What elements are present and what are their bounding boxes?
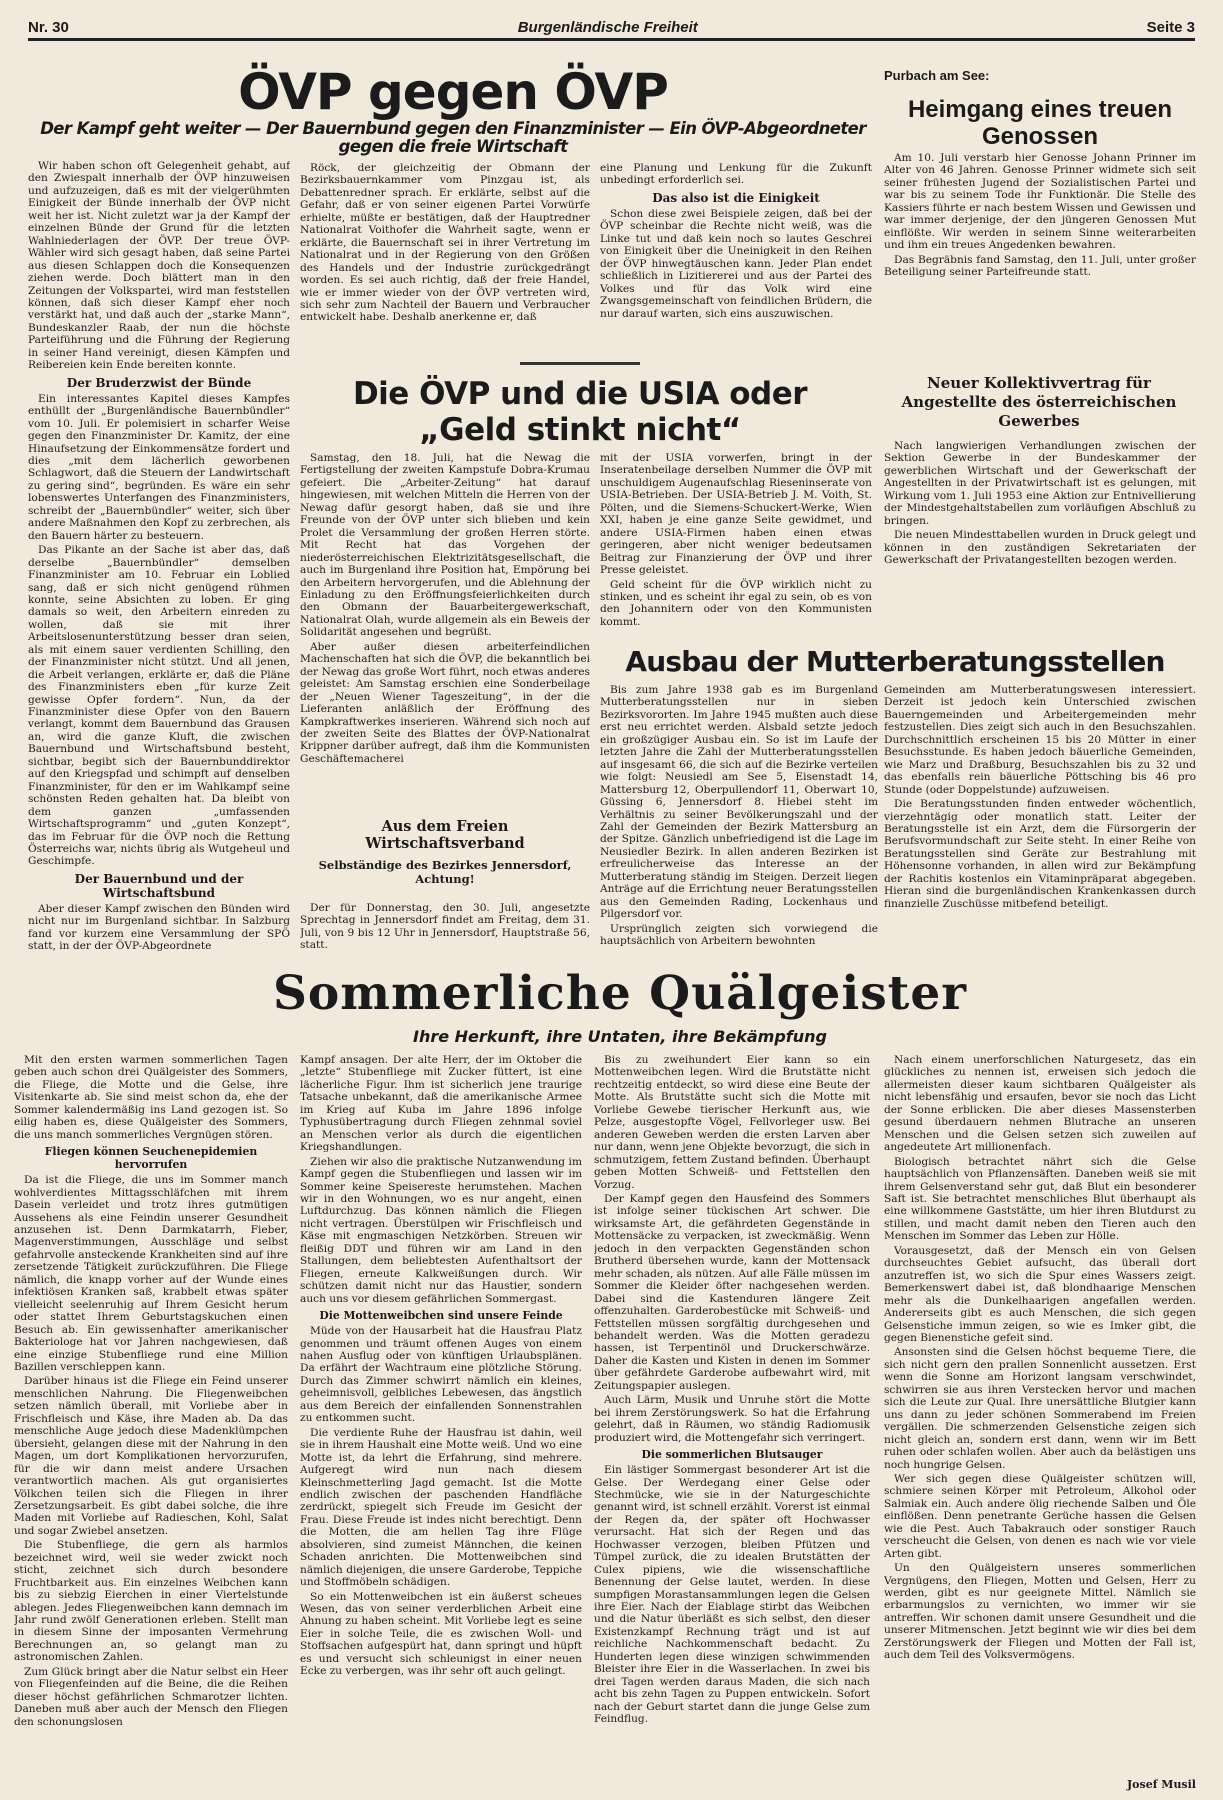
author-signature: Josef Musil <box>1126 1778 1196 1791</box>
paragraph: Aber außer diesen arbeiterfeindlichen Machenschaften hat sich die ÖVP, die bekanntlich bei der Newag das große Wort führt, noch etwas anderes geleistet: Am Samstag erschien eine Sonderbeilage der „Neuen Wiener Tageszeitung“, in der die Lieferanten anläßlich der Eröffnung des Kampkraftwerkes inserieren. Während sich noch auf der zweiten Seite des Blattes der ÖVP-Nationalrat Krippner darüber aufregt, daß ihm die Kommunisten Geschäftemacherei <box>300 640 590 765</box>
article-headline-usia: Die ÖVP und die USIA oder „Geld stinkt nicht“ <box>352 376 808 448</box>
paragraph: Am 10. Juli verstarb hier Genosse Johann Prinner im Alter von 46 Jahren. Genosse Prinner widmete sich seit seiner frühesten Jugend der Sozialistischen Partei und war bis zu seinem Tode ihr Funktionär. Die Stelle des Kassiers führte er nach bestem Wissen und Gewissen und war immer derjenige, der den jüngeren Genossen Mut einflößte. Wir werden in seinem Sinne weiterarbeiten und ihm ein treues Angedenken bewahren. <box>884 152 1196 252</box>
paragraph: Die Beratungsstunden finden entweder wöchentlich, vierzehntägig oder monatlich statt. Leiter der Beratungsstelle ist ein Arzt, dem die Fürsorgerin der Berufsvormundschaft zur Seite steht. In einer Reihe von Beratungsstellen sind Geräte zur Bestrahlung mit Höhensonne vorhanden, in allen wird zur Bekämpfung der Rachitis kostenlos ein Vitaminpräparat abgegeben. Hieran sind die burgenländischen Krankenkassen durch finanzielle Zuschüsse mitbefend beteiligt. <box>884 798 1196 910</box>
paragraph: Da ist die Fliege, die uns im Sommer manch wohlverdientes Mittagsschläfchen mit ihrem Dasein verleidet und trotz ihres gutmütigen Aussehens als eine Feindin unserer Gesundheit anzusehen ist. Denn Darmkatarrh, Fieber, Magenverstimmungen, Ausschläge und selbst gefahrvolle ansteckende Krankheiten sind auf ihre zersetzende Tätigkeit zurückzuführen. Die Fliege nämlich, die knapp vorher auf der Wunde eines infektiösen Kranken saß, krabbelt etwas später vielleicht seelenruhig auf Ihrem Gesicht herum oder stattet Ihrem Geburtstagskuchen einen Besuch ab. Ein gewissenhafter amerikanischer Bakteriologe hat vor Jahren nachgewiesen, daß eine einzige Stubenfliege rund eine Million Bazillen verschleppen kann. <box>14 1174 288 1373</box>
box-title: Aus dem Freien Wirtschaftsverband <box>365 818 525 852</box>
paragraph: Zum Glück bringt aber die Natur selbst ein Heer von Fliegenfeinden auf die Beine, die die Reihen dieser höchst gefährlichen Schmarotzer lichten. Daneben muß aber auch der Mensch den Fliegen den schonungslosen <box>14 1665 288 1728</box>
paragraph: Nach einem unerforschlichen Naturgesetz, das ein glückliches zu nennen ist, erweisen sich jedoch die allermeisten dieser kaum sichtbaren Quälgeister als nicht lebensfähig und ersaufen, bevor sie noch das Licht der Sonne erblicken. Die aber dieses Massensterben gesund überdauern nehmen Blutrache an unseren Menschen und die Gelsen setzen sich zuweilen auf angedeutete Art millionenfach. <box>884 1054 1196 1154</box>
issue-number: Nr. 30 <box>28 19 69 36</box>
article-headline-kollektivvertrag: Neuer Kollektivvertrag für Angestellte des österreichischen Gewerbes <box>901 374 1177 430</box>
article-quaelgeister-column-3 <box>594 1054 870 1790</box>
paragraph: Die verdiente Ruhe der Hausfrau ist dahin, weil sie in ihrem Haushalt eine Motte weiß. Und wo eine Motte ist, da lehrt die Erfahrung, sind mehrere. Aufgeregt wird nun nach diesem Kleinschmetterling Jagd gemacht. Ist die Motte endlich zwischen der paschenden Handfläche zerdrückt, spiegelt sich Freude im Gesicht der Frau. Diese Freude ist indes nicht berechtigt. Denn die Motten, die am hellen Tag ihre Flüge absolvieren, sind zumeist Männchen, die keinen Schaden anrichten. Die Mottenweibchen sind nämlich diejenigen, die unsere Garderobe, Teppiche und Stoffmöbeln schädigen. <box>300 1426 582 1589</box>
masthead-rule <box>28 38 1195 41</box>
article-wirtschaftsverband-body <box>300 902 590 958</box>
subheading: Der Bauernbund und der Wirtschaftsbund <box>74 871 244 900</box>
paragraph: Nach langwierigen Verhandlungen zwischen der Sektion Gewerbe in der Bundeskammer der gewerblichen Wirtschaft und der Gewerkschaft der Angestellten in der Privatwirtschaft ist es gelungen, mit Wirkung vom 1. Juli 1953 eine Aktion zur Entnivellierung der Mindestgehaltstabellen zum vorläufigen Abschluß zu bringen. <box>884 440 1196 527</box>
paragraph: So ein Mottenweibchen ist ein äußerst scheues Wesen, das von seiner verderblichen Arbeit eine Ahnung zu haben scheint. Mit Vorliebe legt es seine Eier in solche Teile, die es zwischen Woll- und Stoffsachen aufgespürt hat, dann springt und hüpft es und versucht sich schleunigst in einer neuen Ecke zu verbergen, was ihr sehr oft auch gelingt. <box>300 1590 582 1678</box>
paragraph: Das Pikante an der Sache ist aber das, daß derselbe „Bauernbündler“ demselben Finanzminister am 10. Februar ein Loblied sang, daß er sich nicht genügend rühmen konnte, seine Absichten zu loben. Er ging damals so weit, den Arbeitern einreden zu wollen, daß sie mit ihrer Arbeitslosenunterstützung besser dran seien, als mit einem sauer verdienten Schilling, den der Finanzminister nicht stützt. Und all jenen, die Arbeit verlangen, erklärte er, daß die Pläne des Finanzministers eben „für kurze Zeit gewisse Opfer fordern“. Nun, da der Finanzminister diese Opfer von den Bauern verlangt, kommt dem Bauernbund das Grausen an, wird die ganze Kluft, die zwischen Bauernbund und Wirtschaftsbund besteht, sichtbar, begibt sich der Bauernbunddirektor auf den Kriegspfad und schimpft auf denselben Finanzminister, für den er im Wahlkampf seine schönsten Reden gehalten hat. Da bleibt von dem ganzen „umfassenden Wirtschaftsprogramm“ und „guten Konzept“, das im Februar für die ÖVP noch die Rettung Österreichs war, nichts übrig als Wutgeheul und Geschimpfe. <box>28 544 290 868</box>
article-quaelgeister-column-2 <box>300 1054 582 1790</box>
paragraph: Aber dieser Kampf zwischen den Bünden wird nicht nur im Burgenland sichtbar. In Salzburg fand vor kurzem eine Versammlung der SPÖ statt, in der der ÖVP-Abgeordnete <box>28 902 290 953</box>
article-quaelgeister-column-1 <box>14 1054 288 1790</box>
subheading: Das also ist die Einigkeit <box>652 190 820 205</box>
box-subtitle: Selbständige des Bezirkes Jennersdorf, Achtung! <box>318 858 572 886</box>
paragraph: Kampf ansagen. Der alte Herr, der im Oktober die „letzte“ Stubenfliege mit Zucker füttert, ist eine lächerliche Figur. Ihm ist sicherlich jene traurige Tatsache unbekannt, daß die amerikanische Armee im Krieg auf Kuba im Jahre 1896 infolge Typhusübertragung durch Fliegen zehnmal soviel an Menschen verlor als durch die eigentlichen Kriegshandlungen. <box>300 1054 582 1154</box>
paper-name: Burgenländische Freiheit <box>517 19 698 36</box>
paragraph: Ursprünglich zeigten sich vorwiegend die hauptsächlich von Arbeitern bewohnten <box>600 922 878 948</box>
article-oevp-column-1 <box>28 160 290 956</box>
article-deck-quaelgeister: Ihre Herkunft, ihre Untaten, ihre Bekämpfung <box>412 1027 827 1046</box>
paragraph: Das Begräbnis fand Samstag, den 11. Juli, unter großer Beteiligung seiner Parteifreunde statt. <box>884 253 1196 279</box>
article-deck-oevp: Der Kampf geht weiter — Der Bauernbund gegen den Finanzminister — Ein ÖVP-Abgeordneter gegen die freie Wirtschaft <box>40 119 866 156</box>
article-kicker-purbach: Purbach am See: <box>884 68 990 83</box>
article-usia-column-1 <box>300 452 590 800</box>
paragraph: Die Stubenfliege, die gern als harmlos bezeichnet wird, weil sie weder zwickt noch sticht, zeichnet sich durch besondere Fruchtbarkeit aus. Ein einzelnes Weibchen kann bis zu siebzig Eierchen in einer Viertelstunde ablegen. Jedes Fliegenweibchen kann demnach im Jahr rund zwölf Generationen erleben. Stellt man in diesem Sinne der imposanten Vermehrung Berechnungen an, so gelangt man zu astronomischen Zahlen. <box>14 1539 288 1664</box>
paragraph: Geld scheint für die ÖVP wirklich nicht zu stinken, und es scheint ihr egal zu sein, ob es von den Johannitern oder von den Kommunisten kommt. <box>600 578 872 628</box>
paragraph: Mit den ersten warmen sommerlichen Tagen geben auch schon drei Quälgeister des Sommers, die Fliege, die Motte und die Gelse, ihre Visitenkarte ab. Sie sind meist schon da, ehe der Sommer kalendermäßig ins Land gezogen ist. So eilig haben es, diese Quälgeister des Sommers, die uns manch sommerliches Vergnügen stören. <box>14 1054 288 1141</box>
subheading: Die sommerlichen Blutsauger <box>641 1448 823 1462</box>
paragraph: Biologisch betrachtet nährt sich die Gelse hauptsächlich von Pflanzensäften. Daneben weiß sie mit ihrem Gelsenverstand sehr gut, daß Blut ein besonderer Saft ist. Sie betrachtet menschliches Blut überhaupt als eine willkommene Gaststätte, um hier ihren Blutdurst zu stillen, und macht damit neben den Tieren auch den Menschen im Sommer das Leben zur Hölle. <box>884 1155 1196 1243</box>
article-mutterberatung-column-2 <box>884 684 1196 956</box>
paragraph: Gemeinden am Mutterberatungswesen interessiert. Derzeit ist jedoch kein Unterschied zwischen Bauerngemeinden und Arbeitergemeinden mehr festzustellen. Dies zeigt sich auch in den Besuchszahlen. Durchschnittlich erscheinen 15 bis 20 Mütter in einer Besuchsstunde. Es haben jedoch bäuerliche Gemeinden, wie Marz und Draßburg, Besuchszahlen bis zu 32 und das ebenfalls rein bäuerliche Pöttsching bis 46 pro Stunde (oder Doppelstunde) aufzuweisen. <box>884 684 1196 796</box>
page-number: Seite 3 <box>1146 19 1195 36</box>
paragraph: Der Kampf gegen den Hausfeind des Sommers ist infolge seiner tückischen Art schwer. Die wirksamste Art, die gefährdeten Gegenstände in Mottensäcke zu verpacken, ist zweckmäßig. Wenn jedoch in den verpackten Gegenständen schon Brutherd übersehen wurde, kann der Mottensack mehr schaden, als nützen. Auf alle Fälle müssen im Sommer die Kleider öfter nachgesehen werden. Dabei sind die Kastenduren längere Zeit offenzuhalten. Garderobestücke mit Schweiß- und Fettstellen müssen sorgfältig durchgesehen und behandelt werden. Was die Motten geradezu hassen, ist Terpentinöl und Druckerschwärze. Daher die Kasten und Kisten in denen im Sommer über gefährdete Garderobe aufbewahrt wird, mit Zeitungspapier auslegen. <box>594 1192 870 1392</box>
article-headline-purbach: Heimgang eines treuen Genossen <box>907 96 1173 150</box>
paragraph: Auch Lärm, Musik und Unruhe stört die Motte bei ihrem Zerstörungswerk. So hat die Erfahrung gelehrt, daß in Räumen, wo ständig Radiomusik produziert wird, die Mottengefahr sich verringert. <box>594 1394 870 1444</box>
article-headline-mutterberatung: Ausbau der Mutterberatungsstellen <box>625 645 1165 678</box>
article-headline-wirtschaftsverband <box>300 818 590 886</box>
article-mutterberatung-column-1 <box>600 684 878 956</box>
paragraph: Samstag, den 18. Juli, hat die Newag die Fertigstellung der zweiten Kampstufe Dobra-Krumau gefeiert. Die „Arbeiter-Zeitung“ hat darauf hingewiesen, mit welchen Mitteln die Herren von der Newag dafür gesorgt haben, daß sie und ihre Freunde von der ÖVP unter sich blieben und kein Prolet die Versammlung der großen Herren störte. Mit Recht hat das Vorgehen der niederösterreichischen Elektrizitätsgesellschaft, die auch im Burgenland ihre Position hat, Empörung bei den Arbeitern hervorgerufen, und die Ablehnung der Einladung zu den Eröffnungsfeierlichkeiten durch den Obmann der Bauarbeitergewerkschaft, Nationalrat Olah, wurde allgemein als ein Beweis der Solidarität angesehen und begrüßt. <box>300 452 590 639</box>
paragraph: Un den Quälgeistern unseres sommerlichen Vergnügens, den Fliegen, Motten und Gelsen, Herr zu werden, gibt es nur geeignete Mittel. Nämlich sie erbarmungslos zu vernichten, wo immer wir sie antreffen. Wir schonen damit unsere Gesundheit und die unserer Mitmenschen. Jetzt beginnt wie wir dies bei dem Zerstörungswerk der Fliegen und Motten der Fall ist, auch dem Teil des Volksvermögens. <box>884 1562 1196 1662</box>
article-purbach-body <box>884 152 1196 352</box>
article-headline-quaelgeister: Sommerliche Quälgeister <box>272 966 968 1021</box>
article-oevp-column-2 <box>300 162 590 348</box>
article-quaelgeister-column-4 <box>884 1054 1196 1776</box>
paragraph: eine Planung und Lenkung für die Zukunft unbedingt erforderlich sei. <box>600 162 872 187</box>
subheading: Die Mottenweibchen sind unsere Feinde <box>319 1309 563 1323</box>
paragraph: Wer sich gegen diese Quälgeister schützen will, schmiere seinen Körper mit Petroleum, Alkohol oder Salmiak ein. Auch andere ölig riechende Salben und Öle einflößen. Denn penetrante Gerüche hassen die Gelsen wie die Pest. Auch Tabakrauch oder sonstiger Rauch verscheucht die Gelsen, von denen es nach wie vor viele Arten gibt. <box>884 1472 1196 1560</box>
paragraph: mit der USIA vorwerfen, bringt in der Inseratenbeilage derselben Nummer die ÖVP mit unschuldigem Augenaufschlag Rieseninserate von USIA-Betrieben. Der USIA-Betrieb J. M. Voith, St. Pölten, und die Siemens-Schuckert-Werke, Wien XXI, haben je eine ganze Seite gewidmet, und andere USIA-Firmen haben einen etwas geringeren, aber nicht weniger bedeutsamen Beitrag zur Finanzierung der ÖVP und ihrer Presse geleistet. <box>600 452 872 577</box>
article-usia-column-2 <box>600 452 872 638</box>
paragraph: Schon diese zwei Beispiele zeigen, daß bei der ÖVP scheinbar die Rechte nicht weiß, was die Linke tut und daß kein noch so lautes Geschrei von Einigkeit über die Uneinigkeit in den Reihen der ÖVP hinwegtäuschen kann. Jeder Plan endet schließlich in Lizitiererei und aus der Partei des Volkes und für das Volk wird eine Zwangsgemeinschaft von feindlichen Brüdern, die nur darauf warten, sich eins auszuwischen. <box>600 207 872 320</box>
article-oevp-column-3 <box>600 162 872 348</box>
paragraph: Ein interessantes Kapitel dieses Kampfes enthüllt der „Burgenländische Bauernbündler“ vom 10. Juli. Er polemisiert in scharfer Weise gegen den Finanzminister Dr. Kamitz, der eine Hinaufsetzung der Einkommensätze fordert und dies „mit dem lächerlich geworbenen Schlagwort, daß die Steuern der Landwirtschaft zu gering sind“, begründen. Es wäre ein sehr lobenswertes Unterfangen des Finanzministers, schreibt der „Bauernbündler“ weiter, sich über andere Maßnahmen den Kopf zu zerbrechen, als den Bauern härter zu besteuern. <box>28 392 290 542</box>
subheading: Der Bruderzwist der Bünde <box>66 375 252 390</box>
separator <box>520 362 640 365</box>
subheading: Fliegen können Seuchenepidemien hervorrufen <box>44 1145 258 1172</box>
paragraph: Ziehen wir also die praktische Nutzanwendung im Kampf gegen die Stubenfliegen und lassen wir im Sommer keine Speisereste herumstehen. Machen wir in den Wohnungen, wo es nur angeht, einen Luftdurchzug. Das können nämlich die Fliegen nicht vertragen. Überstülpen wir Frischfleisch und Käse mit engmaschigen Netzkörben. Streuen wir fleißig DDT und führen wir am Land in den Stallungen, dem beliebtesten Aufenthaltsort der Fliegen, erneute Kalkweißungen durch. Wir schützen damit nicht nur das Haustier, sondern auch uns vor diesem gefährlichen Sommergast. <box>300 1155 582 1305</box>
paragraph: Wir haben schon oft Gelegenheit gehabt, auf den Zwiespalt innerhalb der ÖVP hinzuweisen und aufzuzeigen, daß es mit der vielgerühmten Einigkeit der Bünde innerhalb der ÖVP nicht weit her ist. Nicht zuletzt war ja der Kampf der einzelnen Bünde der Grund für die letzten Wahlniederlagen der ÖVP. Der treue ÖVP-Wähler wird sich gesagt haben, daß seine Partei aus diesen Schlappen doch die Konsequenzen ziehen werde. Doch blättert man in den Zeitungen der Volkspartei, wird man feststellen können, daß sich dieser Kampf eher noch verstärkt hat, und daß auch der „starke Mann“, Bundeskanzler Raab, der nun die höchste Parteiführung und die Führung der Regierung in seiner Hand vereinigt, diesen Kämpfen und Reibereien kein Ende bereiten konnte. <box>28 160 290 372</box>
paragraph: Vorausgesetzt, daß der Mensch ein von Gelsen durchseuchtes Gebiet aufsucht, das überall dort anzutreffen ist, wo sich die Spur eines Wassers zeigt. Bemerkenswert dabei ist, daß blondhaarige Menschen mehr als die Dunkelhaarigen angefallen werden. Andererseits gibt es auch Menschen, die sich gegen Gelsenstiche immun zeigen, so wie es Imker gibt, die gegen Bienenstiche gefeit sind. <box>884 1244 1196 1344</box>
article-headline-oevp: ÖVP gegen ÖVP <box>238 63 668 121</box>
paragraph: Darüber hinaus ist die Fliege ein Feind unserer menschlichen Nahrung. Die Fliegenweibchen setzen nämlich überall, mit Vorliebe aber in Frischfleisch und Käse, ihre Maden ab. Da das menschliche Auge jedoch diese Madenklümpchen übersieht, gelangen diese mit der Nahrung in den Magen, um dort Komplikationen hervorzurufen, für die wir dann meist andere Ursachen verantwortlich machen. Als gut organisiertes Völkchen teilen sich die Fliegen in ihrer Zersetzungsarbeit. Es gibt dabei solche, die ihre Maden mit Vorliebe auf Radieschen, Kohl, Salat und sogar Zwiebel ansetzen. <box>14 1375 288 1537</box>
paragraph: Bis zu zweihundert Eier kann so ein Mottenweibchen legen. Wird die Brutstätte nicht rechtzeitig entdeckt, so wird diese eine Beute der Motte. Als Brutstätte sucht sich die Motte mit Vorliebe Gewebe tierischer Herkunft aus, wie Pelze, ausgestopfte Vögel, Fellvorleger usw. Bei anderen Geweben werden die ersten Larven aber nur dann, wenn jene Objekte bevorzugt, die sich in schmutzigem, fettem Zustand befinden. Überhaupt geben Motten Schweiß- und Fettstellen den Vorzug. <box>594 1054 870 1191</box>
paragraph: Ansonsten sind die Gelsen höchst bequeme Tiere, die sich nicht gern den prallen Sonnenlicht aussetzen. Erst wenn die Sonne am Horizont langsam verschwindet, schwirren sie aus ihren Verstecken hervor und machen sich die Leute zur Qual. Ihre unersättliche Blutgier kann uns dann zu jeder schönen Sommerabend im Freien vergällen. Die schmerzenden Gelsenstiche zeigen sich nicht gleich an, sondern erst dann, wenn wir im Bett ruhen oder schlafen wollen. Aber auch da belästigen uns noch hungrige Gelsen. <box>884 1346 1196 1471</box>
paragraph: Müde von der Hausarbeit hat die Hausfrau Platz genommen und träumt offenen Auges von einem nahen Ausflug oder von künftigen Urlaubsplänen. Da erfährt der Wachtraum eine plötzliche Störung. Durch das Zimmer schwirrt nämlich ein kleines, geheimnisvoll, gelbliches Lebewesen, das ängstlich aus dem Bereich der einfallenden Sonnenstrahlen zu entkommen sucht. <box>300 1325 582 1425</box>
paragraph: Röck, der gleichzeitig der Obmann der Bezirksbauernkammer vom Pinzgau ist, als Debattenredner sprach. Er erklärte, selbst auf die Gefahr, daß er von seiner eigenen Partei Vorwürfe erhielte, müßte er bestätigen, daß der Hauptredner Nationalrat Voithofer die Wahrheit sagte, wenn er erklärte, die Bauernschaft sei in ihrer Vertretung im Nationalrat und in der Regierung von den Größen des Handels und der Industrie zurückgedrängt worden. Es sei auch richtig, daß der freie Handel, wie er immer wieder von der ÖVP vertreten wird, sich sehr zum Nachteil der Bauern und Verbraucher entwickelt habe. Deshalb anerkenne er, daß <box>300 162 590 324</box>
paragraph: Bis zum Jahre 1938 gab es im Burgenland Mutterberatungsstellen nur in sieben Bezirksvororten. Im Jahre 1945 mußten auch diese erst neu errichtet werden. Alsbald setzte jedoch ein großzügiger Ausbau ein. So ist im Laufe der letzten Jahre die Zahl der Mutterberatungsstellen auf insgesamt 66, die sich auf die Bezirke verteilen wie folgt: Neusiedl am See 5, Eisenstadt 14, Mattersburg 12, Oberpullendorf 11, Oberwart 10, Güssing 6, Jennersdorf 8. Hiebei steht im Verhältnis zu seiner Bevölkerungszahl und der Zahl der Gemeinden der Bezirk Mattersburg an der Spitze. Gänzlich unbefriedigend ist die Lage im Neusiedler Bezirk. In allen anderen Bezirken ist erfreulicherweise das Interesse an der Mutterberatung ständig im Steigen. Derzeit liegen Anträge auf die Errichtung neuer Beratungsstellen aus den Gemeinden Rading, Lockenhaus und Pilgersdorf vor. <box>600 684 878 921</box>
paragraph: Der für Donnerstag, den 30. Juli, angesetzte Sprechtag in Jennersdorf findet am Freitag, dem 31. Juli, von 9 bis 12 Uhr in Jennersdorf, Hauptstraße 56, statt. <box>300 902 590 952</box>
paragraph: Ein lästiger Sommergast besonderer Art ist die Gelse. Der Werdegang einer Gelse oder Stechmücke, wie sie in der Naturgeschichte genannt wird, ist schnell erzählt. Vorerst ist einmal der Regen da, der später oft Hochwasser verursacht. Hat sich der Regen und das Hochwasser verzogen, bleiben Pfützen und Tümpel zurück, die zu idealen Brutstätten der Culex pipiens, wie die wissenschaftliche Benennung der Gelse lautet, werden. In diese sumpfigen Morastansammlungen legen die Gelsen ihre Eier. Nach der Eiablage stirbt das Weibchen und die Natur überläßt es sich selbst, den dieser Existenzkampf Rechnung trägt und ist auf reichliche Nachkommenschaft bedacht. Zu Hunderten legen diese winzigen schwimmenden Bleister ihre Eier in die Wasserlachen. In zwei bis drei Tagen werden daraus Maden, die sich nach acht bis zehn Tagen zu Puppen entwickeln. Sofort nach der Geburt startet dann die junge Gelse zum Feindflug. <box>594 1464 870 1726</box>
masthead <box>28 10 1195 36</box>
article-kollektivvertrag-body <box>884 440 1196 630</box>
paragraph: Die neuen Mindesttabellen wurden in Druck gelegt und können in den zuständigen Sekretariaten der Gewerkschaft der Privatangestellten bezogen werden. <box>884 529 1196 567</box>
